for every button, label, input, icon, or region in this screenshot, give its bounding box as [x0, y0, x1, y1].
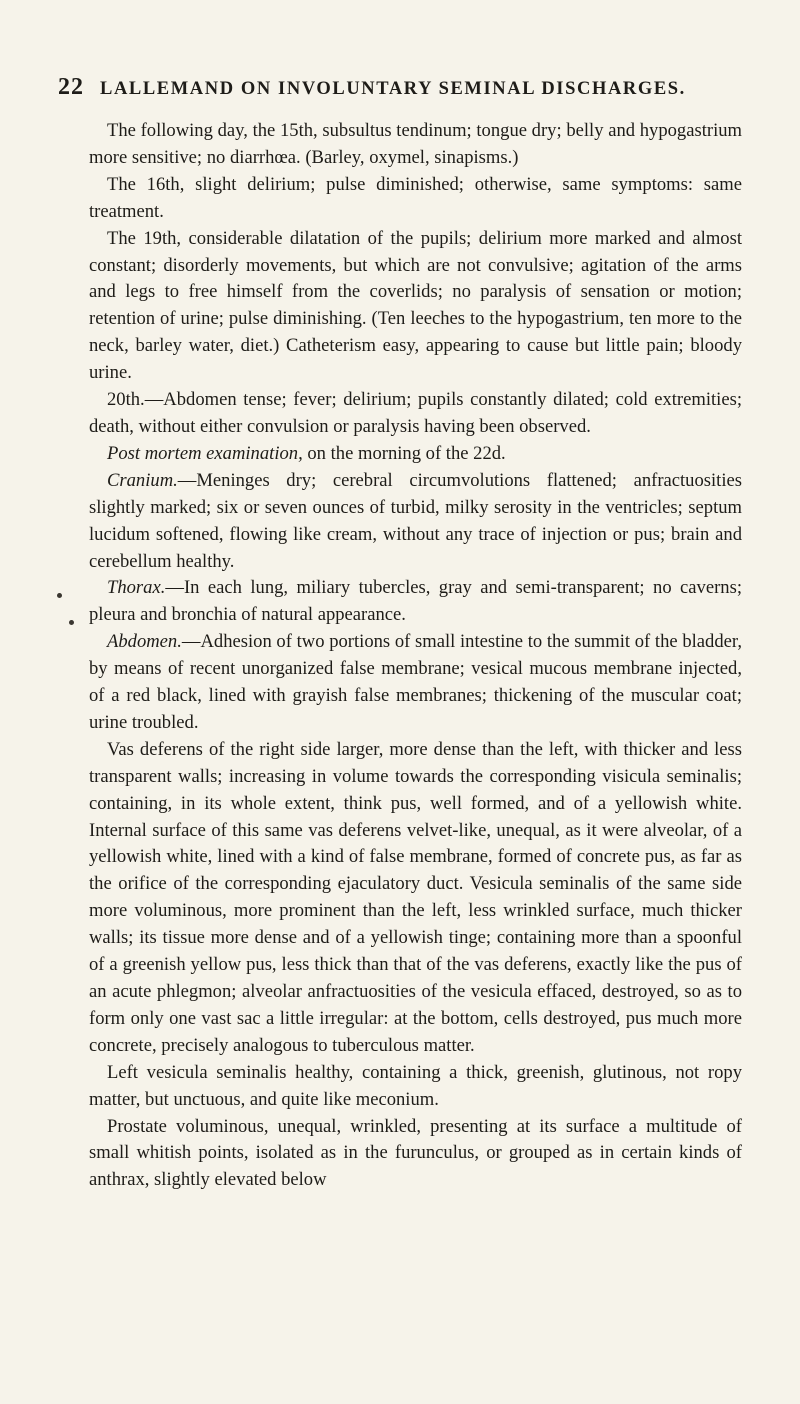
running-title: LALLEMAND ON INVOLUNTARY SEMINAL DISCHARGES. [100, 79, 686, 99]
paragraph-20th: 20th.—Abdomen tense; fever; delirium; pupils constantly dilated; cold extremities; death, without either convulsion or paralysis having been observed. [89, 389, 742, 437]
paragraph-19th: The 19th, considerable dilatation of the pupils; delirium more marked and almost constant; disorderly movements, but which are not convulsive; agitation of the arms and legs to free himself from the coverlids; no paralysis of sensation or motion; retention of urine; pulse diminishing. (Ten leeches to the hypogastrium, ten more to the neck, barley water, diet.) Catheterism easy, appearing to cause but little pain; bloody urine. [89, 227, 742, 384]
print-speck-2 [69, 620, 74, 625]
paragraph-prostate: Prostate voluminous, unequal, wrinkled, presenting at its surface a multitude of small whitish points, isolated as in the furunculus, or grouped as in certain kinds of anthrax, slightly elevated below [89, 1115, 742, 1191]
paragraph-15th: The following day, the 15th, subsultus tendinum; tongue dry; belly and hypogastrium more sensitive; no diarrhœa. (Barley, oxymel, sinapisms.) [89, 120, 742, 168]
body-text [89, 118, 742, 1194]
section-lead: Thorax. [107, 577, 166, 599]
page-number: 22 [58, 74, 84, 100]
section-lead: Cranium. [107, 469, 178, 491]
section-lead: Abdomen. [107, 631, 182, 653]
print-speck-1 [57, 593, 62, 598]
section-lead: Post mortem examination, [107, 442, 303, 464]
paragraph-post-mortem: Post mortem examination, on the morning of the 22d. [107, 442, 506, 464]
paragraph-16th: The 16th, slight delirium; pulse diminished; otherwise, same symptoms: same treatment. [89, 173, 742, 222]
paragraph-left-vesicula: Left vesicula seminalis healthy, containing a thick, greenish, glutinous, not ropy matter, but unctuous, and quite like meconium. [89, 1061, 742, 1110]
running-head [58, 74, 742, 104]
paragraph-vas-deferens: Vas deferens of the right side larger, more dense than the left, with thicker and less transparent walls; increasing in volume towards the corresponding visicula seminalis; containing, in its whole extent, think pus, well formed, and of a yellowish white. Internal surface of this same vas deferens velvet-like, unequal, as it were alveolar, of a yellowish white, lined with a kind of false membrane, formed of concrete pus, as far as the orifice of the corresponding ejaculatory duct. Vesicula seminalis of the same side more voluminous, more prominent than the left, less wrinkled surface, much thicker walls; its tissue more dense and of a yellowish tinge; containing more than a spoonful of a greenish yellow pus, less thick than that of the vas deferens, exactly like the pus of an acute phlegmon; alveolar anfractuosities of the vesicula effaced, destroyed, so as to form only one vast sac a little irregular: at the bottom, cells destroyed, pus much more concrete, precisely analogous to tuberculous matter. [89, 738, 742, 1056]
paragraph-cranium: Cranium.—Meninges dry; cerebral circumvolutions flattened; anfractuosities slightly marked; six or seven ounces of turbid, milky serosity in the ventricles; septum lucidum softened, flowing like cream, without any trace of injection or pus; brain and cerebellum healthy. [89, 469, 742, 572]
paragraph-thorax: Thorax.—In each lung, miliary tubercles, gray and semi-transparent; no caverns; pleura and bronchia of natural appearance. [89, 577, 742, 626]
paragraph-abdomen: Abdomen.—Adhesion of two portions of small intestine to the summit of the bladder, by means of recent unorganized false membrane; vesical mucous membrane injected, of a red black, lined with grayish false membranes; thickening of the muscular coat; urine troubled. [89, 631, 742, 733]
